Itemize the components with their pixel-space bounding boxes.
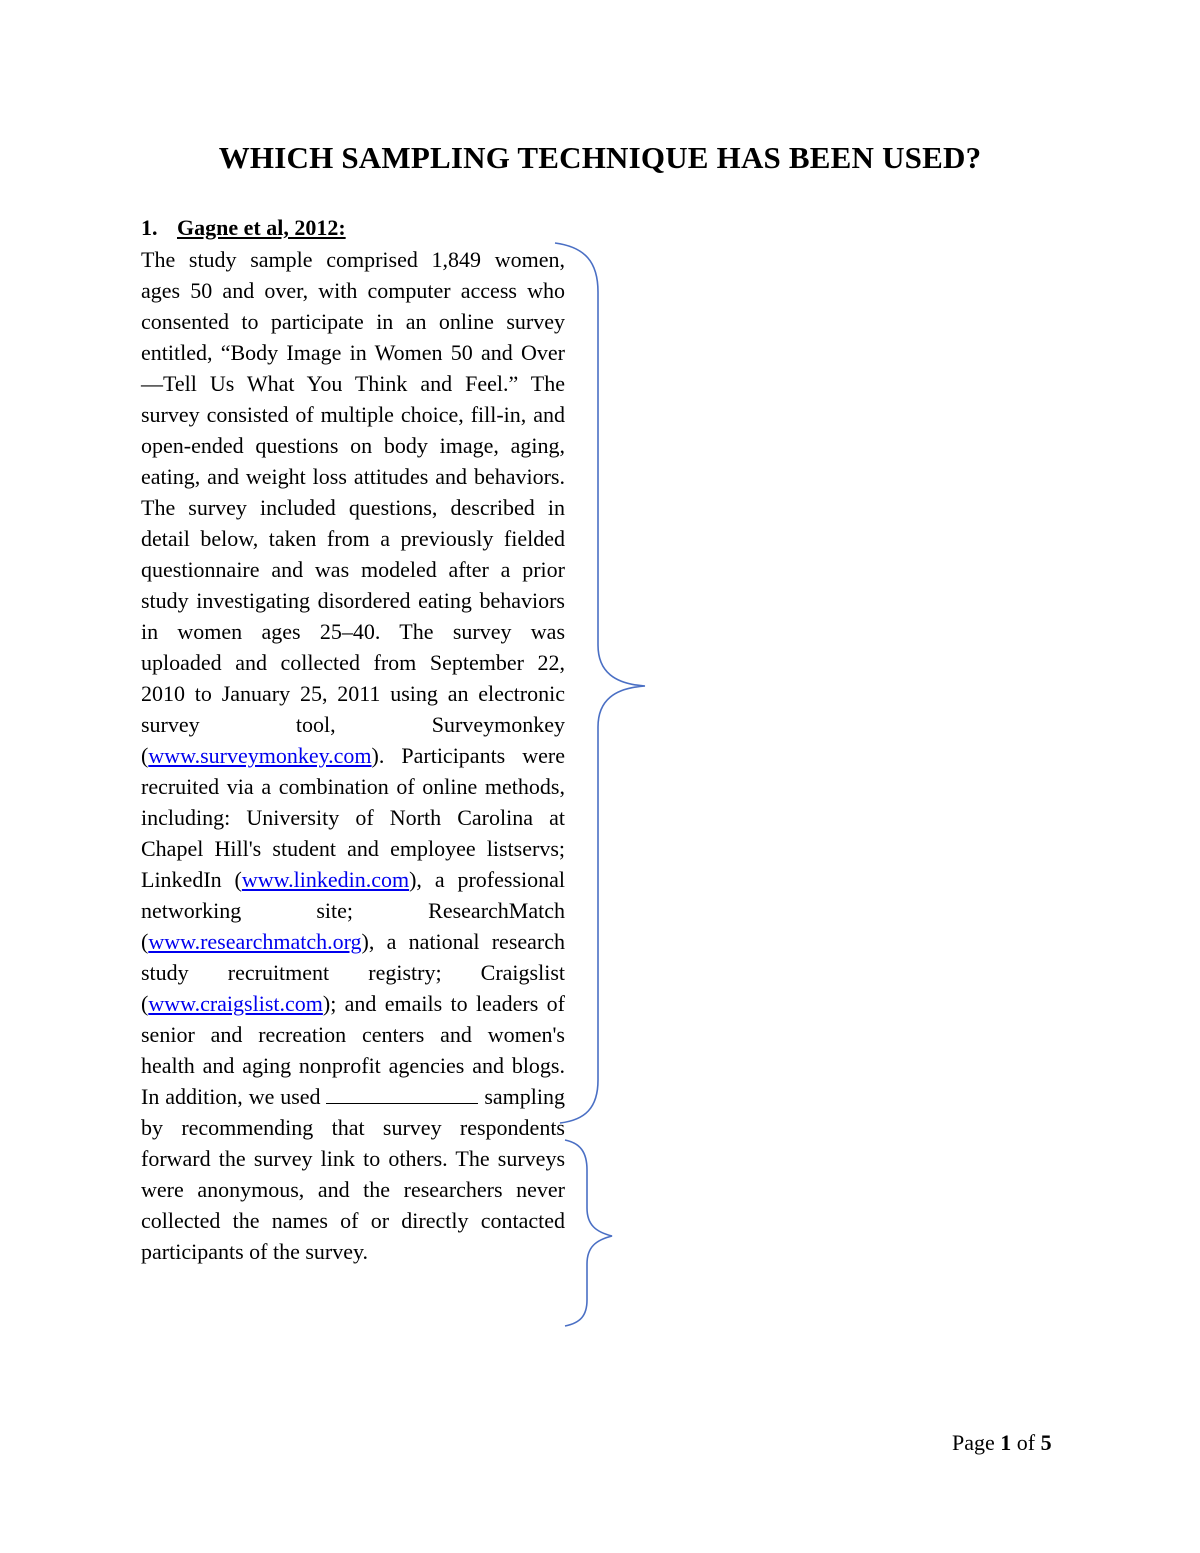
- page-title: WHICH SAMPLING TECHNIQUE HAS BEEN USED?: [218, 140, 982, 175]
- study-paragraph: [141, 244, 565, 1267]
- item-heading: [141, 215, 346, 241]
- item-number: 1.: [141, 215, 158, 240]
- paragraph-text-6: sampling by recommending that survey respondents forward the survey link to others. The surveys were anonymous, and the researchers never collected the names of or directly contacted participants of the survey.: [141, 1084, 566, 1264]
- researchmatch-link[interactable]: www.researchmatch.org: [148, 929, 362, 954]
- page-footer: [952, 1430, 1052, 1456]
- small-curly-brace: [565, 1140, 612, 1326]
- footer-of-label: of: [1011, 1430, 1041, 1455]
- craigslist-link[interactable]: www.craigslist.com: [148, 991, 323, 1016]
- paragraph-text-2: ). Participants were recruited via a combination of online methods, including: University of North Carolina at Chapel Hill's student and employee listservs; LinkedIn (: [141, 743, 565, 892]
- paragraph-text-3: ), a professional networking site; ResearchMatch (: [141, 867, 566, 954]
- paragraph-text-4: ), a national research study recruitment registry; Craigslist (: [141, 929, 565, 1016]
- current-page-number: 1: [1000, 1430, 1012, 1455]
- large-curly-brace: [555, 243, 645, 1123]
- paragraph-text-5: ); and emails to leaders of senior and recreation centers and women's health and aging nonprofit agencies and blogs. In addition, we used: [141, 991, 565, 1109]
- surveymonkey-link[interactable]: www.surveymonkey.com: [148, 743, 372, 768]
- item-heading-label: Gagne et al, 2012:: [177, 215, 346, 240]
- linkedin-link[interactable]: www.linkedin.com: [241, 867, 410, 892]
- paragraph-text-1: The study sample comprised 1,849 women, ages 50 and over, with computer access who consented to participate in an online survey entitled, “Body Image in Women 50 and Over—Tell Us What You Think and Feel.” The survey consisted of multiple choice, fill-in, and open-ended questions on body image, aging, eating, and weight loss attitudes and behaviors. The survey included questions, described in detail below, taken from a previously fielded questionnaire and was modeled after a prior study investigating disordered eating behaviors in women ages 25–40. The survey was uploaded and collected from September 22, 2010 to January 25, 2011 using an electronic survey tool, Surveymonkey (: [141, 247, 565, 768]
- total-pages-number: 5: [1040, 1430, 1052, 1455]
- fill-in-blank[interactable]: [326, 1085, 478, 1104]
- footer-page-label: Page: [952, 1430, 1001, 1455]
